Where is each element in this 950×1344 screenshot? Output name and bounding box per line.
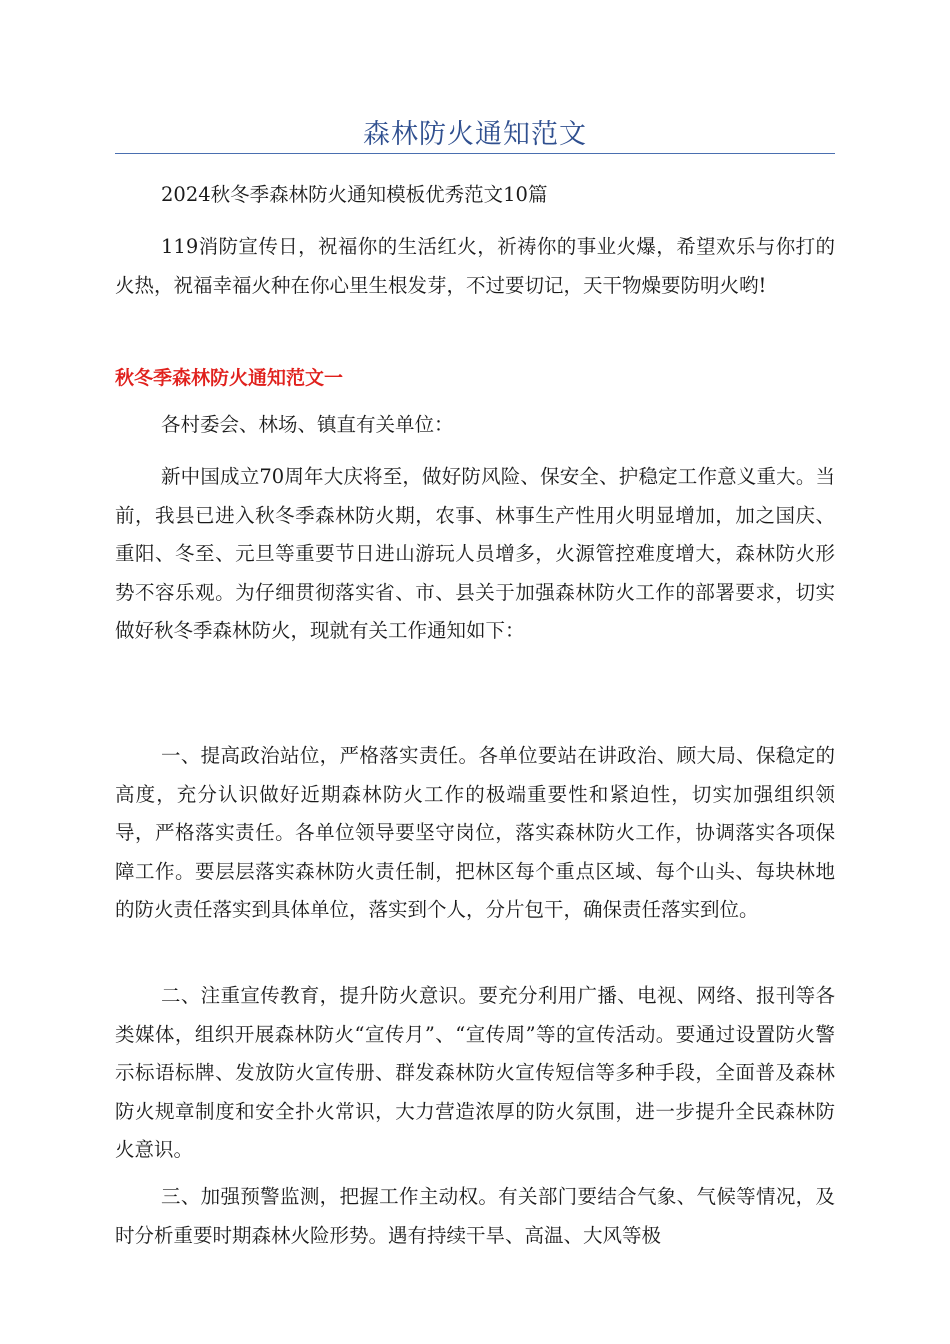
title-underline xyxy=(115,153,835,154)
document-title: 森林防火通知范文 xyxy=(363,119,587,150)
document-subtitle: 2024秋冬季森林防火通知模板优秀范文10篇 xyxy=(161,183,548,206)
salutation: 各村委会、林场、镇直有关单位： xyxy=(161,413,454,436)
body-paragraph-1: 新中国成立70周年大庆将至，做好防风险、保安全、护稳定工作意义重大。当前，我县已进入秋冬季森林防火期，农事、林事生产性用火明显增加，加之国庆、重阳、冬至、元旦等重要节日进山游玩人员增多，火源管控难度增大，森林防火形势不容乐观。为仔细贯彻落实省、市、县关于加强森林防火工作的部署要求，切实做好秋冬季森林防火，现就有关工作通知如下： xyxy=(115,465,835,642)
body-paragraph-2: 一、提高政治站位，严格落实责任。各单位要站在讲政治、顾大局、保稳定的高度，充分认识做好近期森林防火工作的极端重要性和紧迫性，切实加强组织领导，严格落实责任。各单位领导要坚守岗位，落实森林防火工作，协调落实各项保障工作。要层层落实森林防火责任制，把林区每个重点区域、每个山头、每块林地的防火责任落实到具体单位，落实到个人，分片包干，确保责任落实到位。 xyxy=(115,744,835,921)
intro-paragraph: 119消防宣传日，祝福你的生活红火，祈祷你的事业火爆，希望欢乐与你打的火热，祝福幸福火种在你心里生根发芽，不过要切记，天干物燥要防明火哟! xyxy=(115,235,835,297)
body-paragraph-3: 二、注重宣传教育，提升防火意识。要充分利用广播、电视、网络、报刊等各类媒体，组织开展森林防火“宣传月”、“宣传周”等的宣传活动。要通过设置防火警示标语标牌、发放防火宣传册、群发森林防火宣传短信等多种手段，全面普及森林防火规章制度和安全扑火常识，大力营造浓厚的防火氛围，进一步提升全民森林防火意识。 xyxy=(115,984,835,1161)
section-heading: 秋冬季森林防火通知范文一 xyxy=(115,367,344,389)
body-paragraph-4: 三、加强预警监测，把握工作主动权。有关部门要结合气象、气候等情况，及时分析重要时期森林火险形势。遇有持续干旱、高温、大风等极 xyxy=(115,1185,835,1247)
